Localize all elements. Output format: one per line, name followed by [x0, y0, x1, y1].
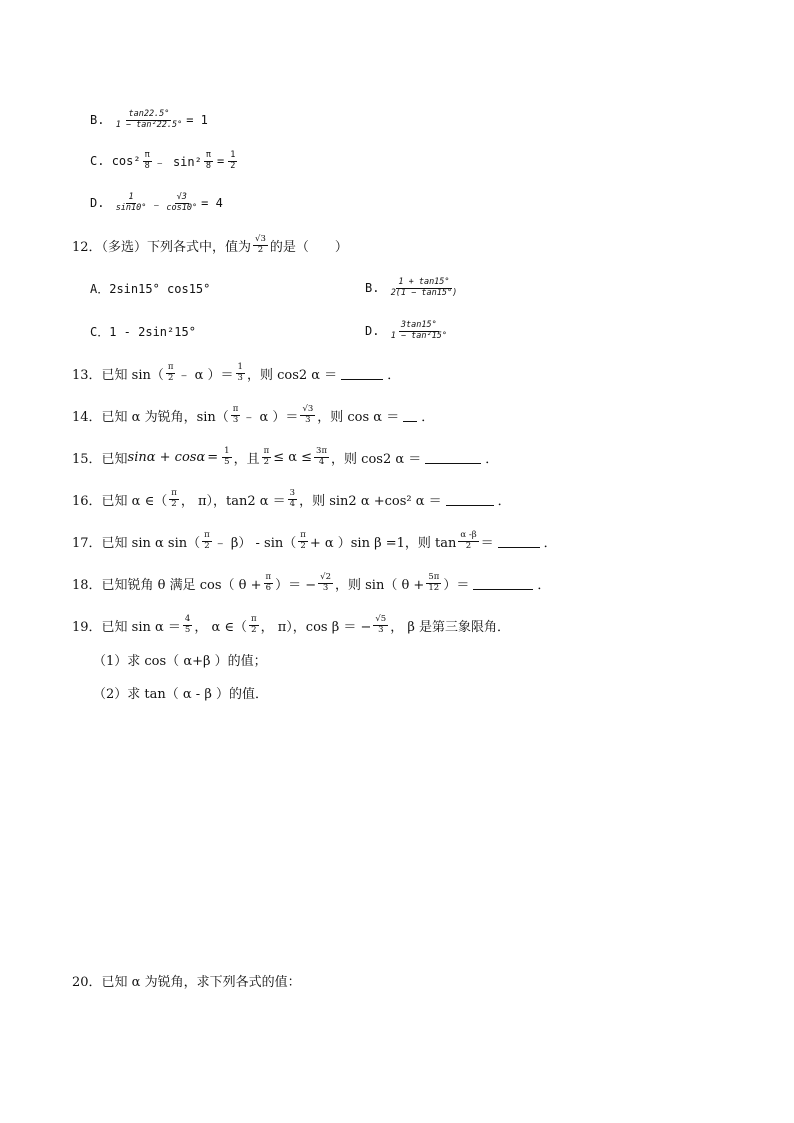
q11-option-b: B. $\frac{\tan 22.5^\circ}{\text{1 − tan²22.5°}}$ = 1 — [90, 108, 208, 130]
fraction: $\frac{√3}{3}$ — [302, 403, 314, 425]
fraction: $\frac{1}{5}$ — [224, 445, 230, 467]
q11-option-d: D. $\frac{1}{\sin 10^\circ}$ ﹣ $\frac{√3}{\cos 10^\circ}$ = 4 — [90, 191, 223, 213]
q19-part-1: （1）求 cos（ α+β ）的值； — [93, 653, 267, 669]
fraction: $\frac{\pi}{8}$ — [144, 149, 150, 171]
question-18: 18．已知锐角 θ 满足 cos（ θ + $\frac{\pi}{6}$ ）＝ − $\frac{√2}{3}$ ，则 sin（ θ + $\frac{5\pi}{12}$ ）＝ ． — [72, 571, 551, 593]
answer-blank[interactable] — [341, 367, 383, 380]
fraction: $\frac{3}{4}$ — [289, 487, 296, 509]
fraction: $\frac{\pi}{2}$ — [251, 613, 257, 635]
answer-blank[interactable] — [403, 409, 417, 422]
fraction: $\frac{1}{2}$ — [230, 149, 236, 171]
fraction: $\frac{\pi}{3}$ — [232, 403, 239, 425]
fraction: $\frac{√3}{\cos 10^\circ}$ — [166, 191, 198, 213]
fraction: $\frac{5\pi}{12}$ — [428, 571, 440, 593]
question-17: 17．已知 sin α sin（ $\frac{\pi}{2}$ ﹣ β） - sin（ $\frac{\pi}{2}$ + α ）sin β =1，则 tan $\frac{\alpha -\beta}{2}$ ＝ ． — [72, 529, 557, 551]
q19-part-2: （2）求 tan（ α - β ）的值． — [93, 686, 268, 702]
fraction: $\frac{4}{5}$ — [184, 613, 191, 635]
fraction: $\frac{\pi}{8}$ — [205, 149, 211, 171]
answer-blank[interactable] — [446, 493, 494, 506]
fraction: $\frac{√5}{3}$ — [375, 613, 387, 635]
fraction: $\frac{3\tan 15^\circ}{\text{1 − tan²15°}}$ — [390, 319, 447, 341]
fraction: $\frac{3\pi}{4}$ — [316, 445, 328, 467]
q12-option-d: D. $\frac{3\tan 15^\circ}{\text{1 − tan²15°}}$ — [365, 319, 447, 341]
question-16: 16．已知 α ∈（ $\frac{\pi}{2}$ ， π），tan2 α ＝ $\frac{3}{4}$ ，则 sin2 α +cos² α ＝ ． — [72, 487, 511, 509]
question-12: 12．（多选）下列各式中，值为 $\frac{√3}{2}$ 的是（ ） — [72, 233, 348, 255]
fraction: $\frac{\pi}{6}$ — [265, 571, 272, 593]
question-15: 15．已知 sinα + cosα = $\frac{1}{5}$ ，且 $\frac{\pi}{2}$ ≤ α ≤ $\frac{3\pi}{4}$ ，则 cos2 α ＝ ． — [72, 445, 499, 467]
answer-blank[interactable] — [425, 451, 481, 464]
fraction: $\frac{\alpha -\beta}{2}$ — [460, 529, 477, 551]
fraction: $\frac{\pi}{2}$ — [167, 361, 174, 383]
fraction: $\frac{1}{\sin 10^\circ}$ — [115, 191, 147, 213]
fraction: $\frac{1 + \tan 15^\circ}{2(1 - \tan 15^\circ)}$ — [390, 276, 458, 298]
question-14: 14．已知 α 为锐角，sin（ $\frac{\pi}{3}$ ﹣ α ）＝ $\frac{√3}{3}$ ，则 cos α ＝ ． — [72, 403, 435, 425]
q12-option-c: C．1 - 2sin²15° — [90, 324, 196, 339]
fraction: $\frac{\pi}{2}$ — [171, 487, 177, 509]
q12-option-b: B. $\frac{1 + \tan 15^\circ}{2(1 - \tan 15^\circ)}$ — [365, 276, 458, 298]
fraction: $\frac{\pi}{2}$ — [263, 445, 270, 467]
fraction: $\frac{\tan 22.5^\circ}{\text{1 − tan²22.5°}}$ — [115, 108, 183, 130]
answer-blank[interactable] — [498, 535, 540, 548]
fraction: $\frac{\pi}{2}$ — [300, 529, 306, 551]
question-20: 20．已知 α 为锐角，求下列各式的值： — [72, 974, 301, 990]
fraction: $\frac{1}{3}$ — [237, 361, 243, 383]
q11-option-c: C. cos² $\frac{\pi}{8}$ ﹣ sin² $\frac{\pi}{8}$ = $\frac{1}{2}$ — [90, 149, 236, 171]
q12-option-a: A．2sin15° cos15° — [90, 281, 211, 296]
question-19: 19．已知 sin α ＝ $\frac{4}{5}$ ， α ∈（ $\frac{\pi}{2}$ ， π），cos β ＝ − $\frac{√5}{3}$ ， β 是第三象限角． — [72, 613, 510, 635]
question-13: 13．已知 sin（ $\frac{\pi}{2}$ ﹣ α ）＝ $\frac{1}{3}$ ，则 cos2 α ＝ ． — [72, 361, 401, 383]
fraction: $\frac{\pi}{2}$ — [204, 529, 210, 551]
fraction: $\frac{√2}{3}$ — [320, 571, 331, 593]
fraction: $\frac{√3}{2}$ — [255, 233, 266, 255]
answer-blank[interactable] — [473, 577, 533, 590]
